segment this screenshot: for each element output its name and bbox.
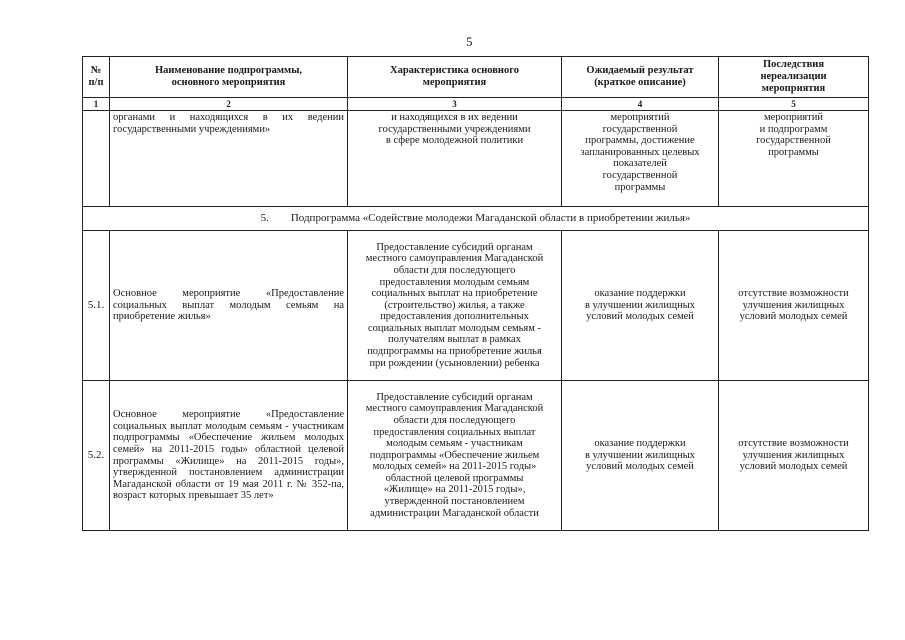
program-measures-table [82, 56, 869, 531]
section-row-subprogram-5 [83, 207, 869, 231]
row-characteristic-cell: и находящихся в их ведении государственными учреждениями в сфере молодежной политики [348, 111, 562, 207]
row-number-cell [83, 111, 110, 207]
header-characteristic: Характеристика основного мероприятия [348, 57, 562, 98]
row-result-cell: мероприятий государственной программы, достижение запланированных целевых показателей государственной программы [562, 111, 719, 207]
table-row-continuation [83, 111, 869, 207]
page-number: 5 [466, 34, 473, 49]
row-number: 5.1. [83, 231, 110, 381]
table-row-5-1 [83, 231, 869, 381]
row-result-cell: оказание поддержки в улучшении жилищных условий молодых семей [562, 231, 719, 381]
table-header-row [83, 57, 869, 98]
section-title-cell [83, 207, 869, 231]
header-name: Наименование подпрограммы, основного мероприятия [110, 57, 348, 98]
row-name-cell: Основное мероприятие «Предоставление социальных выплат молодым семьям на приобретение жилья» [110, 231, 348, 381]
column-number: 4 [562, 98, 719, 111]
row-name-cell: органами и находящихся в их ведении государственными учреждениями» [110, 111, 348, 207]
row-characteristic-cell: Предоставление субсидий органам местного самоуправления Магаданской области для последующего предоставления молодым семьям социальных выплат на приобретение (строительство) жилья, а также предоставления дополнительных социальных выплат молодым семьям - получателям выплат в рамках подпрограммы на приобретение жилья при рождении (усыновлении) ребенка [348, 231, 562, 381]
column-number-row [83, 98, 869, 111]
header-expected-result: Ожидаемый результат (краткое описание) [562, 57, 719, 98]
column-number: 2 [110, 98, 348, 111]
table-row-5-2 [83, 381, 869, 531]
row-consequence-cell: мероприятий и подпрограмм государственной программы [719, 111, 869, 207]
section-title: Подпрограмма «Содействие молодежи Магаданской области в приобретении жилья» [290, 211, 691, 224]
section-number: 5. [260, 211, 269, 224]
row-consequence-cell: отсутствие возможности улучшения жилищных условий молодых семей [719, 381, 869, 531]
column-number: 1 [83, 98, 110, 111]
row-result-cell: оказание поддержки в улучшении жилищных условий молодых семей [562, 381, 719, 531]
header-consequences: Последствия нереализации мероприятия [719, 57, 869, 98]
column-number: 3 [348, 98, 562, 111]
header-number: № п/п [83, 57, 110, 98]
row-number: 5.2. [83, 381, 110, 531]
column-number: 5 [719, 98, 869, 111]
row-consequence-cell: отсутствие возможности улучшения жилищных условий молодых семей [719, 231, 869, 381]
row-name-cell: Основное мероприятие «Предоставление социальных выплат молодым семьям - участникам подпрограммы «Обеспечение жильем молодых семей» на 2011-2015 годы» областной целевой программы «Жилище» на 2011-2015 годы», утвержденной постановлением администрации Магаданской области от 19 мая 2011 г. № 352-па, возраст которых превышает 35 лет» [110, 381, 348, 531]
row-characteristic-cell: Предоставление субсидий органам местного самоуправления Магаданской области для последующего предоставления социальных выплат молодым семьям - участникам подпрограммы «Обеспечение жильем молодых семей» на 2011-2015 годы» областной целевой программы «Жилище» на 2011-2015 годы», утвержденной постановлением администрации Магаданской области [348, 381, 562, 531]
